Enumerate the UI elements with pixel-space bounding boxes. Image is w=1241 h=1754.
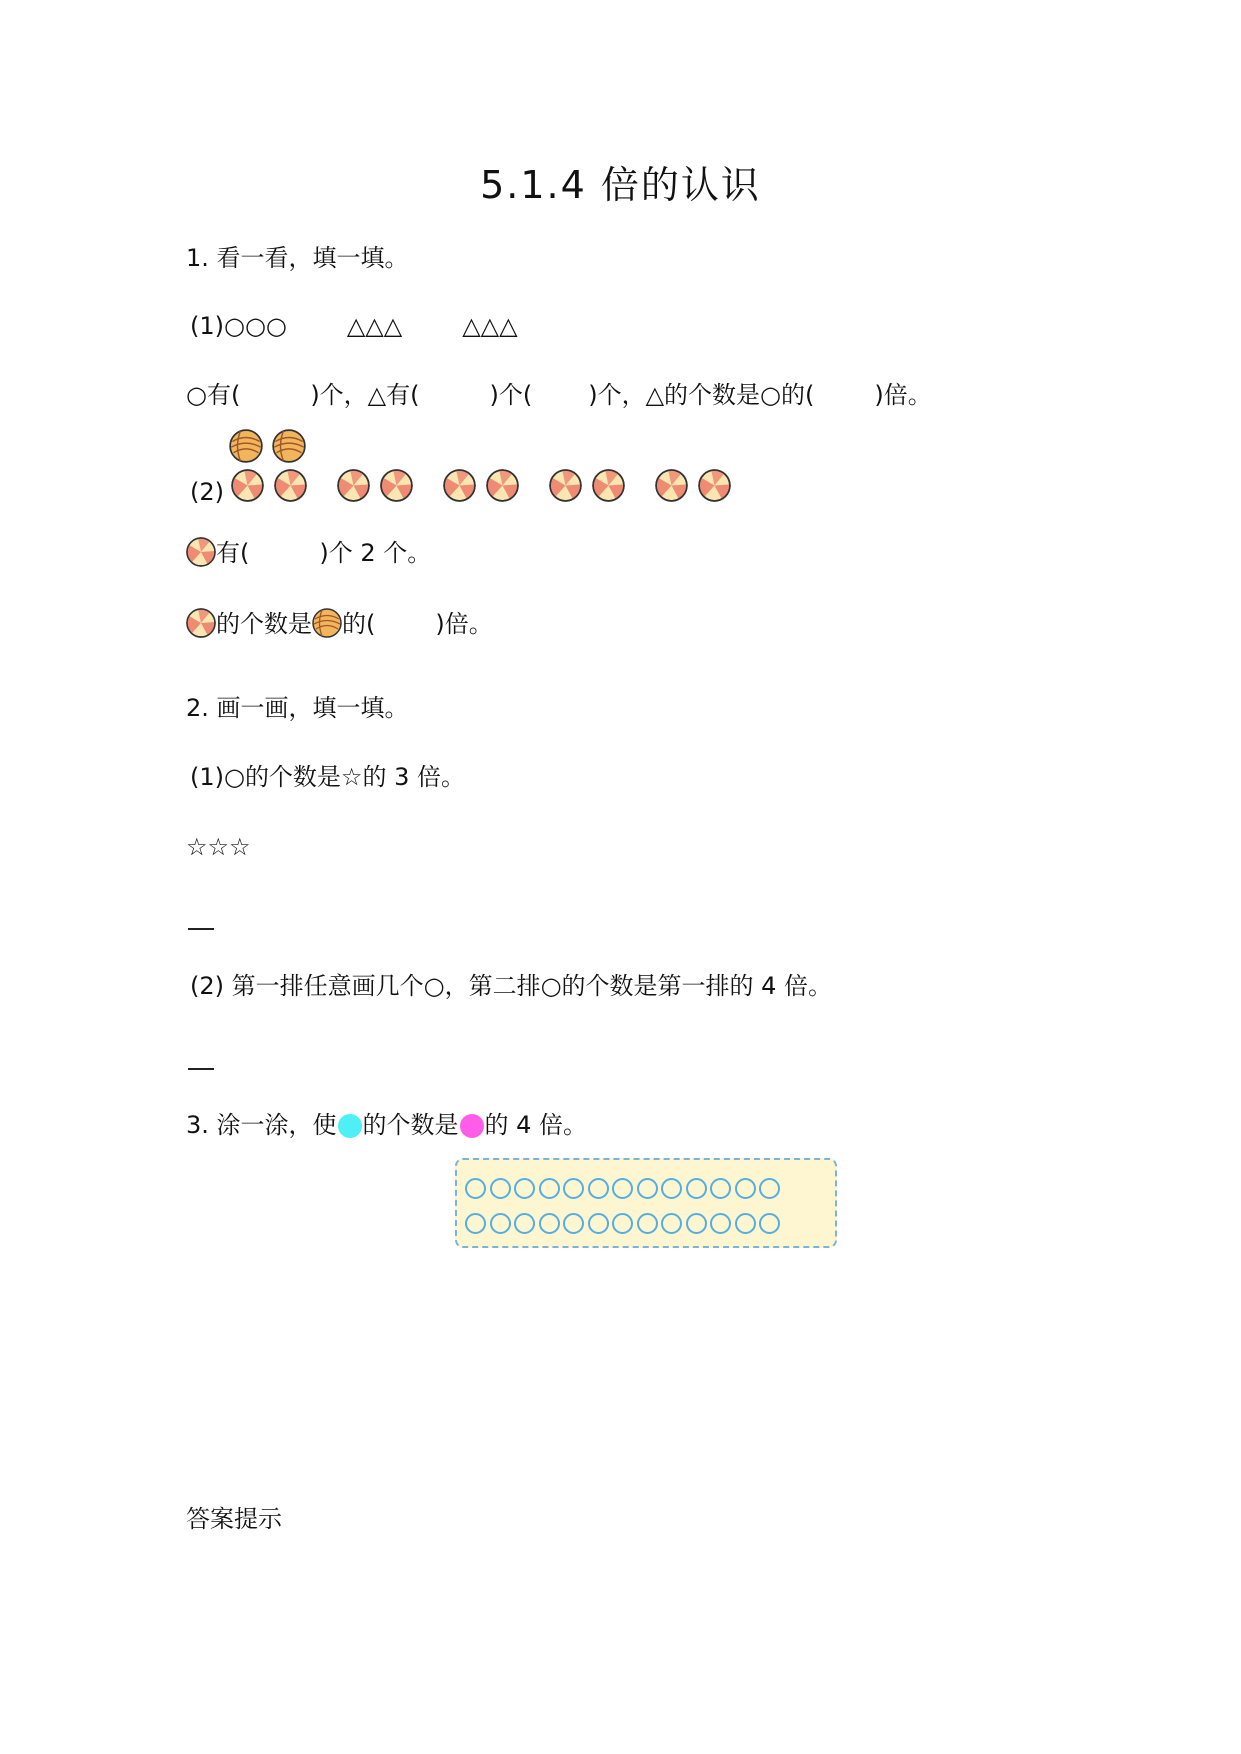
fill-text: 的个数是 xyxy=(362,1111,459,1139)
fill-text: )倍。 xyxy=(435,610,493,638)
coloring-circle[interactable] xyxy=(514,1213,535,1234)
coloring-box xyxy=(455,1158,837,1248)
drawing-line[interactable] xyxy=(188,1068,214,1070)
q1-part2-line1 xyxy=(186,537,431,574)
q1-heading: 1. 看一看，填一填。 xyxy=(186,244,409,272)
beachball-icon xyxy=(186,537,216,574)
beachball-icon xyxy=(337,469,370,506)
fill-text: )倍。 xyxy=(874,381,932,409)
magenta-dot-icon xyxy=(459,1113,485,1146)
coloring-circle[interactable] xyxy=(490,1213,511,1234)
basketball-icon xyxy=(312,608,342,645)
coloring-circle[interactable] xyxy=(588,1213,609,1234)
coloring-circle[interactable] xyxy=(612,1178,633,1199)
circle-row xyxy=(465,1178,780,1199)
fill-text: )个，△有( xyxy=(310,381,420,409)
beachball-icon xyxy=(443,469,476,506)
q1-part1-row xyxy=(190,311,518,341)
q1-part1-label: (1) xyxy=(190,312,224,340)
q2-part1: (1)○的个数是☆的 3 倍。 xyxy=(190,763,465,791)
beachball-icon xyxy=(592,469,625,506)
coloring-circle[interactable] xyxy=(637,1178,658,1199)
q1-part1-fill-line xyxy=(186,380,932,410)
beachball-icon xyxy=(231,469,264,506)
answer-hint: 答案提示 xyxy=(186,1505,282,1533)
fill-text: ○有( xyxy=(186,381,241,409)
coloring-circle[interactable] xyxy=(686,1213,707,1234)
coloring-circle[interactable] xyxy=(465,1178,486,1199)
coloring-circle[interactable] xyxy=(612,1213,633,1234)
coloring-circle[interactable] xyxy=(735,1213,756,1234)
triangles-group-a: △△△ xyxy=(346,312,403,340)
beachball-icon xyxy=(549,469,582,506)
q1-part2-line2 xyxy=(186,608,493,645)
beachball-icon xyxy=(380,469,413,506)
page-title: 5.1.4 倍的认识 xyxy=(480,163,761,207)
coloring-circle[interactable] xyxy=(563,1178,584,1199)
q2-part2: (2) 第一排任意画几个○，第二排○的个数是第一排的 4 倍。 xyxy=(190,972,833,1000)
coloring-circle[interactable] xyxy=(661,1213,682,1234)
coloring-circle[interactable] xyxy=(686,1178,707,1199)
beachball-icon xyxy=(186,608,216,645)
stars-row: ☆☆☆ xyxy=(186,833,251,861)
triangles-group-b: △△△ xyxy=(462,312,518,340)
coloring-circle[interactable] xyxy=(465,1213,486,1234)
beachball-icon xyxy=(274,469,307,506)
cyan-dot-icon xyxy=(337,1113,363,1146)
beachball-icon xyxy=(698,469,731,506)
q1-part2-label: (2) xyxy=(190,478,224,506)
coloring-circle[interactable] xyxy=(637,1213,658,1234)
q3-heading xyxy=(186,1110,587,1146)
fill-text: 的个数是 xyxy=(216,610,312,638)
drawing-line[interactable] xyxy=(188,928,214,930)
coloring-circle[interactable] xyxy=(490,1178,511,1199)
coloring-circle[interactable] xyxy=(735,1178,756,1199)
circle-row xyxy=(465,1213,780,1234)
fill-text: 的 4 倍。 xyxy=(484,1111,588,1139)
fill-text: )个，△的个数是○的( xyxy=(588,381,815,409)
fill-text: 有( xyxy=(216,539,250,567)
coloring-circle[interactable] xyxy=(539,1178,560,1199)
fill-text: )个( xyxy=(489,381,533,409)
beachball-icon xyxy=(655,469,688,506)
fill-text: )个 2 个。 xyxy=(319,539,432,567)
coloring-circle[interactable] xyxy=(710,1178,731,1199)
basketball-icon xyxy=(272,429,306,467)
circles-group: ○○○ xyxy=(224,312,287,340)
coloring-circle[interactable] xyxy=(661,1178,682,1199)
coloring-circle[interactable] xyxy=(710,1213,731,1234)
coloring-circle[interactable] xyxy=(563,1213,584,1234)
basketball-icon xyxy=(229,429,263,467)
coloring-circle[interactable] xyxy=(539,1213,560,1234)
coloring-circle[interactable] xyxy=(514,1178,535,1199)
fill-text: 的( xyxy=(342,610,376,638)
beachball-icon xyxy=(486,469,519,506)
coloring-circle[interactable] xyxy=(588,1178,609,1199)
fill-text: 3. 涂一涂，使 xyxy=(186,1111,337,1139)
coloring-circle[interactable] xyxy=(759,1178,780,1199)
coloring-circle[interactable] xyxy=(759,1213,780,1234)
q2-heading: 2. 画一画，填一填。 xyxy=(186,694,409,722)
